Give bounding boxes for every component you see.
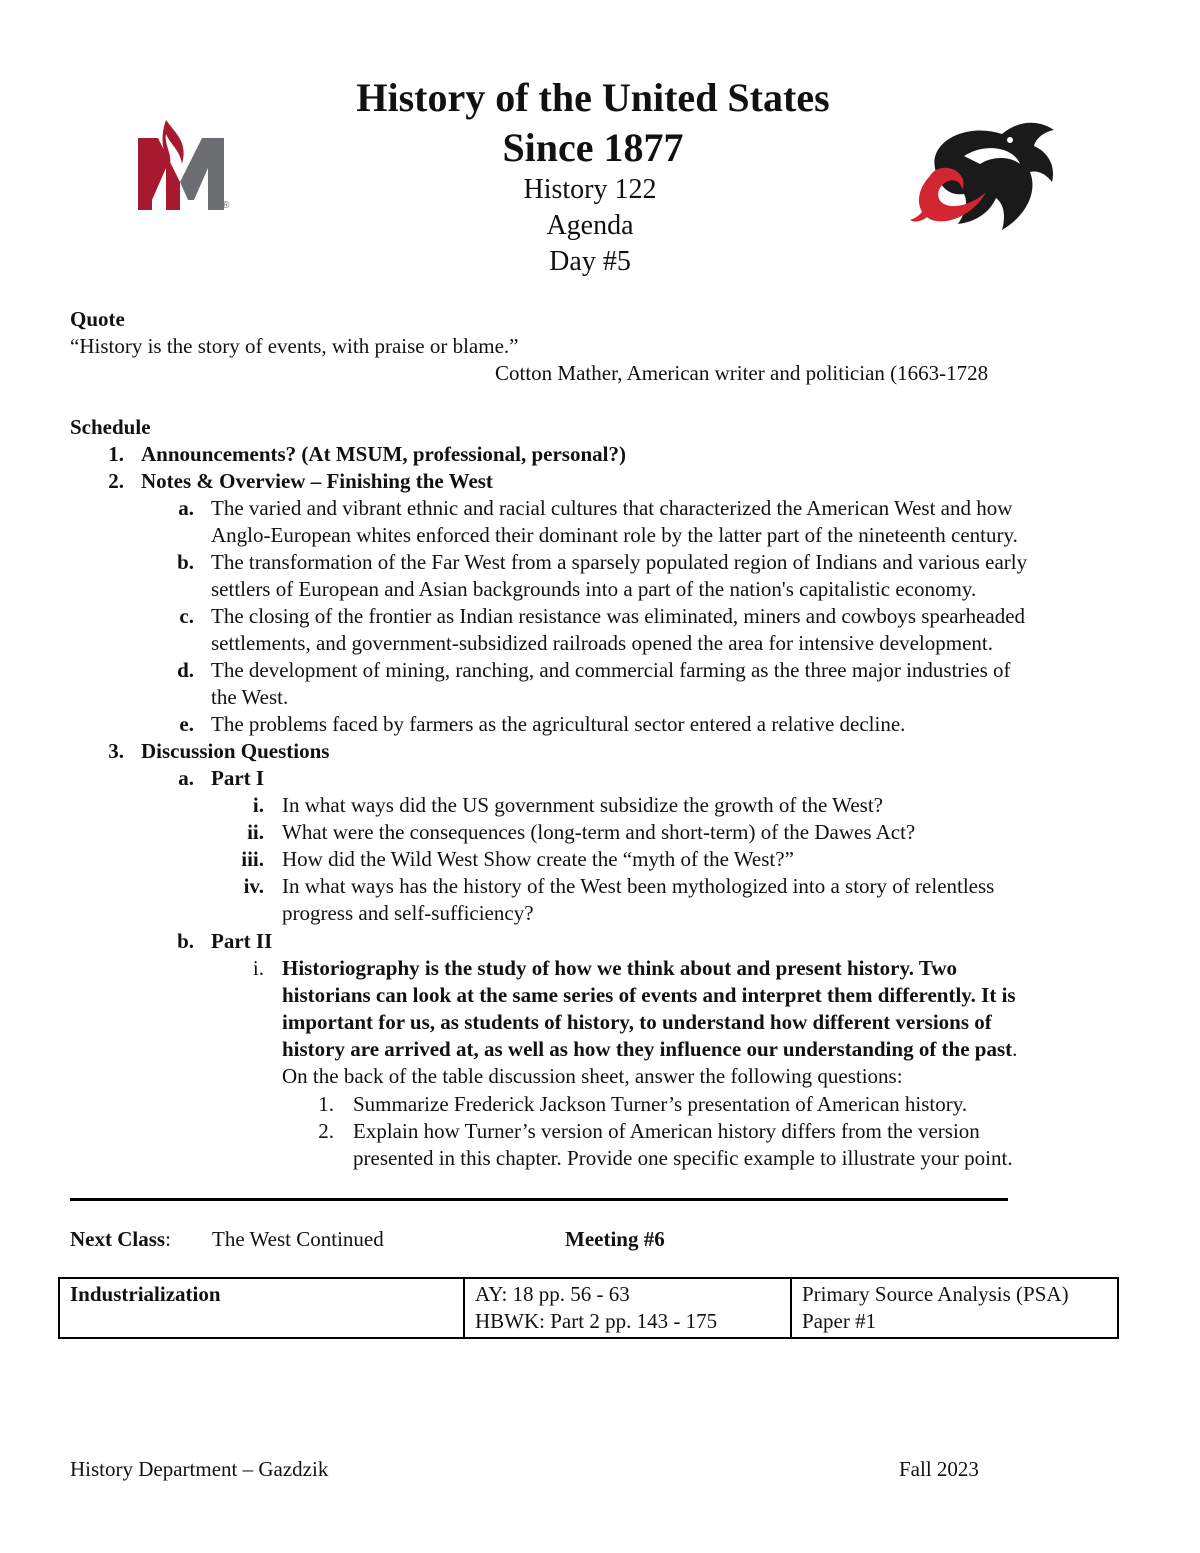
quote-attribution: Cotton Mather, American writer and politician (1663-1728 (495, 361, 989, 385)
registered-mark: ® (222, 200, 230, 211)
sub-text-line1: The development of mining, ranching, and commercial farming as the three major industries of (211, 658, 1011, 682)
reading-line-2: HBWK: Part 2 pp. 143 - 175 (475, 1309, 718, 1333)
question-text: What were the consequences (long-term and short-term) of the Dawes Act? (282, 820, 916, 844)
instruction-text: On the back of the table discussion sheet, answer the following questions: (282, 1064, 903, 1088)
topic-cell (59, 1278, 464, 1338)
historiography-line-3: important for us, as students of history, to understand how different versions of (282, 1010, 992, 1034)
question-text: In what ways did the US government subsidize the growth of the West? (282, 793, 883, 817)
reading-cell (464, 1278, 791, 1338)
item-text: Announcements? (At MSUM, professional, personal?) (141, 442, 626, 466)
sub-text-line2: the West. (211, 685, 289, 709)
meeting-number: Meeting #6 (565, 1227, 665, 1251)
sub-label: c. (179, 604, 194, 628)
quote-text: “History is the story of events, with praise or blame.” (70, 334, 519, 358)
part-title: Part I (211, 766, 265, 790)
question-text-line2: progress and self-sufficiency? (282, 901, 534, 925)
historiography-line-4: history are arrived at, as well as how they influence our understanding of the past (282, 1037, 1013, 1061)
schedule-heading: Schedule (70, 415, 151, 439)
quote-heading: Quote (70, 307, 125, 331)
sub-text-line1: The varied and vibrant ethnic and racial cultures that characterized the American West and how (211, 496, 1013, 520)
historiography-line-1: Historiography is the study of how we think about and present history. Two (282, 956, 958, 980)
sub-text-line1: The transformation of the Far West from a sparsely populated region of Indians and various early (211, 550, 1028, 574)
part-label: b. (177, 929, 194, 953)
question-text: Summarize Frederick Jackson Turner’s presentation of American history. (353, 1092, 968, 1116)
assignment-line-2: Paper #1 (802, 1309, 877, 1333)
next-class-colon: : (165, 1227, 171, 1251)
item-number: 2. (108, 469, 124, 493)
sub-label: b. (177, 550, 194, 574)
next-class-row (70, 1226, 171, 1253)
question-label: iv. (243, 874, 264, 898)
next-class-topic: The West Continued (212, 1227, 384, 1251)
part-title: Part II (211, 929, 273, 953)
sub-label: e. (179, 712, 194, 736)
sub-label: a. (178, 496, 194, 520)
question-label: ii. (247, 820, 264, 844)
item-number: 3. (108, 739, 124, 763)
topic-text: Industrialization (70, 1282, 221, 1306)
next-class-label: Next Class (70, 1227, 166, 1251)
question-text: How did the Wild West Show create the “myth of the West?” (282, 847, 794, 871)
sub-text-line1: The closing of the frontier as Indian resistance was eliminated, miners and cowboys spearheaded (211, 604, 1026, 628)
roman-label: i. (252, 956, 264, 980)
course-number: History 122 (523, 174, 657, 205)
historiography-line-2: historians can look at the same series of events and interpret them differently. It is (282, 983, 1016, 1007)
title-line-1: History of the United States (356, 75, 830, 120)
item-number: 1. (108, 442, 124, 466)
question-label: iii. (241, 847, 264, 871)
table-row (59, 1278, 1118, 1338)
sub-label: d. (177, 658, 194, 682)
item-text: Notes & Overview – Finishing the West (141, 469, 493, 493)
item-text: Discussion Questions (141, 739, 330, 763)
reading-line-1: AY: 18 pp. 56 - 63 (475, 1282, 630, 1306)
question-text-line1: In what ways has the history of the West been mythologized into a story of relentless (282, 874, 995, 898)
question-label: i. (252, 793, 264, 817)
next-class-table (58, 1277, 1119, 1339)
question-text-line2: presented in this chapter. Provide one specific example to illustrate your point. (353, 1146, 1013, 1170)
assignment-cell (791, 1278, 1118, 1338)
sub-text-line1: The problems faced by farmers as the agricultural sector entered a relative decline. (211, 712, 906, 736)
question-number: 2. (318, 1119, 334, 1143)
sub-text-line2: settlers of European and Asian backgrounds into a part of the nation's capitalistic economy. (211, 577, 977, 601)
question-text-line1: Explain how Turner’s version of American history differs from the version (353, 1119, 980, 1143)
title-line-2: Since 1877 (502, 125, 684, 170)
part-label: a. (178, 766, 194, 790)
historiography-period: . (1012, 1037, 1018, 1061)
footer-department: History Department – Gazdzik (70, 1457, 329, 1481)
day-number: Day #5 (549, 246, 631, 277)
assignment-line-1: Primary Source Analysis (PSA) (802, 1282, 1069, 1306)
question-number: 1. (318, 1092, 334, 1116)
sub-text-line2: settlements, and government-subsidized railroads opened the area for intensive development. (211, 631, 993, 655)
doc-type: Agenda (546, 210, 634, 241)
section-divider (70, 1198, 1008, 1201)
sub-text-line2: Anglo-European whites enforced their dominant role by the latter part of the nineteenth century. (211, 523, 1018, 547)
footer-term: Fall 2023 (899, 1457, 979, 1481)
